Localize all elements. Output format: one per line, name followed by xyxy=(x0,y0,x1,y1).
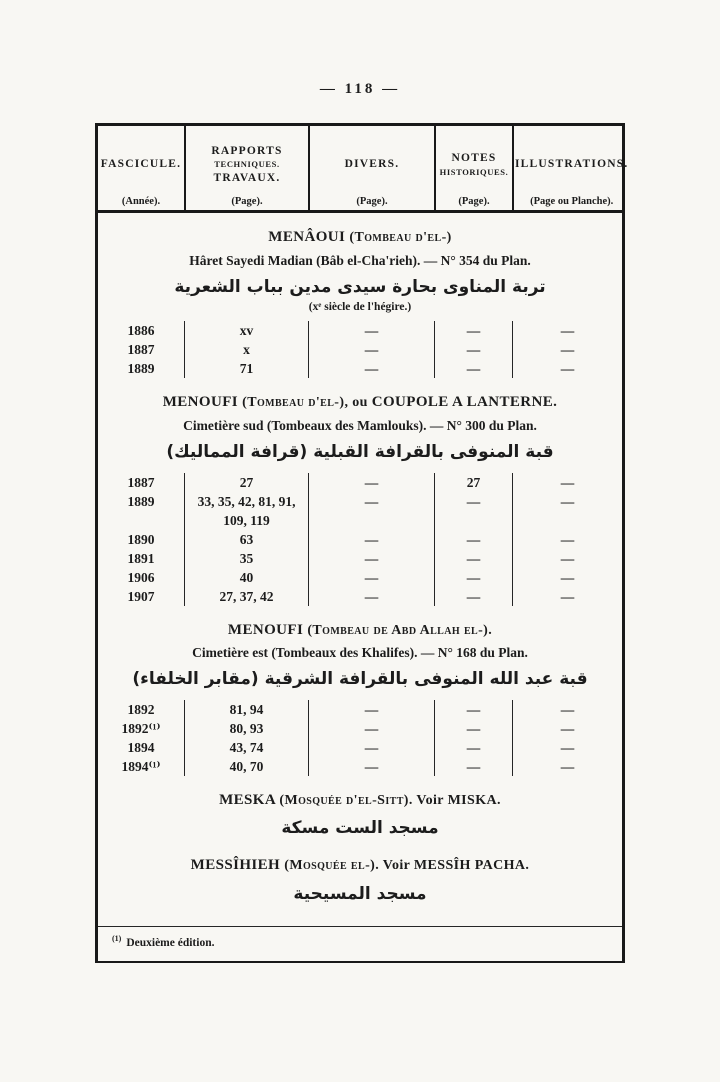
year-cell: 1907 xyxy=(127,588,155,604)
year-cell: 1890 xyxy=(127,531,155,547)
page-ref-cell: — xyxy=(512,549,622,568)
page-ref-cell: 27, 37, 42 xyxy=(184,587,308,606)
page-ref-cell: — xyxy=(434,549,512,568)
heading-part: MESSÎHIEH xyxy=(190,857,285,874)
section-arabic-title: قبة عبد الله المنوفى بالقرافة الشرقية (مقابر الخلفاء) xyxy=(132,669,588,690)
section-arabic-title: مسجد الست مسكة xyxy=(281,818,439,839)
header-col-title xyxy=(101,133,181,196)
section-subheading: Cimetière sud (Tombeaux des Mamlouks). — N° 300 du Plan. xyxy=(183,417,537,433)
table-frame xyxy=(95,123,629,963)
page-ref-cell: — xyxy=(434,719,512,738)
page-ref-cell: 35 xyxy=(184,549,308,568)
page-ref-cell: 63 xyxy=(184,530,308,549)
heading-part: (Tombeau d'el-) xyxy=(349,230,452,245)
header-col-subtitle: (Page ou Planche). xyxy=(530,196,614,207)
section-heading xyxy=(98,621,622,641)
section-subheading: Hâret Sayedi Madian (Bâb el-Cha'rieh). — N° 354 du Plan. xyxy=(189,252,531,268)
section-arabic-title: قبة المنوفى بالقرافة القبلية (قرافة المماليك) xyxy=(166,441,554,462)
section-subheading: Cimetière est (Tombeaux des Khalifes). — N° 168 du Plan. xyxy=(192,645,528,661)
page-ref-cell: — xyxy=(308,321,434,340)
page-ref-cell: xv xyxy=(184,321,308,340)
page-ref-cell: — xyxy=(434,700,512,719)
section-heading xyxy=(98,856,622,876)
page-ref-cell: — xyxy=(512,738,622,757)
year-cell: 1906 xyxy=(127,569,155,585)
footnote-text: Deuxième édition. xyxy=(126,937,215,949)
footnote-marker: (1) xyxy=(112,934,122,944)
page-ref-cell: — xyxy=(434,340,512,359)
page-ref-cell: — xyxy=(308,473,434,492)
page-ref-cell: — xyxy=(308,340,434,359)
heading-part: (Mosquée el-). xyxy=(284,858,380,874)
page-ref-cell: — xyxy=(434,359,512,378)
section-rows xyxy=(98,473,622,606)
header-col-1 xyxy=(184,126,308,210)
year-cell: 1887 xyxy=(127,474,155,490)
section-menoufi-coupole xyxy=(98,393,622,605)
year-cell: 1889 xyxy=(127,493,155,509)
heading-part: COUPOLE A LANTERNE. xyxy=(371,394,558,411)
header-col-subtitle: (Année). xyxy=(121,196,161,207)
table-row xyxy=(98,719,622,738)
section-rows xyxy=(98,321,622,378)
page-ref-cell: — xyxy=(512,530,622,549)
table-row xyxy=(98,738,622,757)
page-ref-cell: — xyxy=(308,359,434,378)
page-ref-cell: x xyxy=(184,340,308,359)
table-row xyxy=(98,700,622,719)
year-cell: 1891 xyxy=(127,550,155,566)
table-row xyxy=(98,492,622,530)
page-ref-cell: 27 xyxy=(184,473,308,492)
header-title-line: RAPPORTS xyxy=(211,144,283,157)
page-ref-cell: — xyxy=(512,473,622,492)
page-number: — 118 — xyxy=(319,81,401,97)
heading-part: Voir MISKA. xyxy=(412,792,501,808)
header-title-line: HISTORIQUES. xyxy=(439,166,509,177)
page-ref-cell: — xyxy=(308,568,434,587)
heading-part: MENOUFI xyxy=(227,621,308,638)
table-row xyxy=(98,568,622,587)
page-ref-cell: — xyxy=(308,719,434,738)
table-row xyxy=(98,549,622,568)
header-title-line: FASCICULE. xyxy=(100,158,182,171)
table-row xyxy=(98,473,622,492)
year-cell: 1886 xyxy=(127,323,155,339)
page-ref-cell: 33, 35, 42, 81, 91, 109, 119 xyxy=(184,492,308,530)
header-col-title xyxy=(515,133,628,196)
page-ref-cell: — xyxy=(512,700,622,719)
heading-part: MENOUFI xyxy=(162,394,243,411)
page-ref-cell: — xyxy=(308,530,434,549)
page-ref-cell: — xyxy=(512,587,622,606)
header-col-title xyxy=(211,133,282,196)
header-title-line: TECHNIQUES. xyxy=(214,158,280,169)
footnote xyxy=(98,926,622,961)
year-cell: 1889 xyxy=(127,361,155,377)
header-col-4 xyxy=(512,126,629,210)
table-row xyxy=(98,757,622,776)
page-ref-cell: — xyxy=(308,587,434,606)
page-ref-cell: — xyxy=(512,321,622,340)
header-col-title xyxy=(345,133,400,196)
section-heading xyxy=(98,228,622,248)
heading-part: MESKA xyxy=(219,791,280,808)
page-ref-cell: 80, 93 xyxy=(184,719,308,738)
section-arabic-title: تربة المناوى بحارة سيدى مدين بباب الشعرية xyxy=(174,276,546,297)
header-col-3 xyxy=(434,126,512,210)
page-ref-cell: — xyxy=(434,757,512,776)
header-title-line: NOTES xyxy=(451,152,497,165)
section-note: (xᵉ siècle de l'hégire.) xyxy=(308,301,412,314)
page-ref-cell: — xyxy=(434,568,512,587)
page-ref-cell: 40, 70 xyxy=(184,757,308,776)
year-cell: 1887 xyxy=(127,342,155,358)
year-cell: 1892 xyxy=(127,701,155,717)
header-title-line: ILLUSTRATIONS. xyxy=(515,158,629,171)
section-arabic-title: مسجد المسيحية xyxy=(293,883,427,904)
section-heading xyxy=(98,393,622,413)
table-row xyxy=(98,321,622,340)
page-ref-cell: 43, 74 xyxy=(184,738,308,757)
page-ref-cell: — xyxy=(434,738,512,757)
page-ref-cell: — xyxy=(512,492,622,530)
header-col-title xyxy=(440,133,509,196)
page-ref-cell: 40 xyxy=(184,568,308,587)
table-row xyxy=(98,340,622,359)
header-col-2 xyxy=(308,126,434,210)
section-heading xyxy=(98,791,622,811)
page-ref-cell: — xyxy=(308,549,434,568)
sections-container xyxy=(98,213,622,906)
page-ref-cell: — xyxy=(434,321,512,340)
heading-part: MENÂOUI xyxy=(268,229,350,245)
page-ref-cell: — xyxy=(308,757,434,776)
header-col-subtitle: (Page). xyxy=(458,196,490,207)
header-title-line: DIVERS. xyxy=(344,158,400,171)
section-menaoui xyxy=(98,228,622,378)
heading-part: (Tombeau d'el-) xyxy=(242,395,345,411)
section-meska xyxy=(98,791,622,841)
page-ref-cell: 81, 94 xyxy=(184,700,308,719)
page-ref-cell: — xyxy=(512,359,622,378)
page-ref-cell: — xyxy=(512,757,622,776)
page-ref-cell: — xyxy=(434,587,512,606)
header-title-line: TRAVAUX. xyxy=(213,172,281,185)
page-ref-cell: — xyxy=(308,738,434,757)
page-ref-cell: 27 xyxy=(434,473,512,492)
heading-part: Voir MESSÎH PACHA. xyxy=(379,858,530,874)
page-ref-cell: — xyxy=(512,568,622,587)
header-col-subtitle: (Page). xyxy=(231,196,263,207)
header-col-subtitle: (Page). xyxy=(356,196,388,207)
section-rows xyxy=(98,700,622,776)
page-ref-cell: — xyxy=(434,492,512,530)
page-ref-cell: 71 xyxy=(184,359,308,378)
page-ref-cell: — xyxy=(512,340,622,359)
heading-part: (Mosquée d'el-Sitt). xyxy=(279,792,413,808)
section-menoufi-abd-allah xyxy=(98,621,622,776)
year-cell: 1892⁽¹⁾ xyxy=(121,720,161,736)
page-ref-cell: — xyxy=(512,719,622,738)
table-row xyxy=(98,359,622,378)
heading-part: (Tombeau de Abd Allah el-). xyxy=(307,622,493,638)
page-ref-cell: — xyxy=(434,530,512,549)
year-cell: 1894 xyxy=(127,739,155,755)
table-header-row xyxy=(98,126,629,213)
page-ref-cell: — xyxy=(308,700,434,719)
year-cell: 1894⁽¹⁾ xyxy=(121,758,161,774)
table-row xyxy=(98,587,622,606)
heading-part: , ou xyxy=(344,395,372,411)
page-ref-cell: — xyxy=(308,492,434,530)
table-row xyxy=(98,530,622,549)
section-messihieh xyxy=(98,856,622,906)
header-col-0 xyxy=(98,126,184,210)
